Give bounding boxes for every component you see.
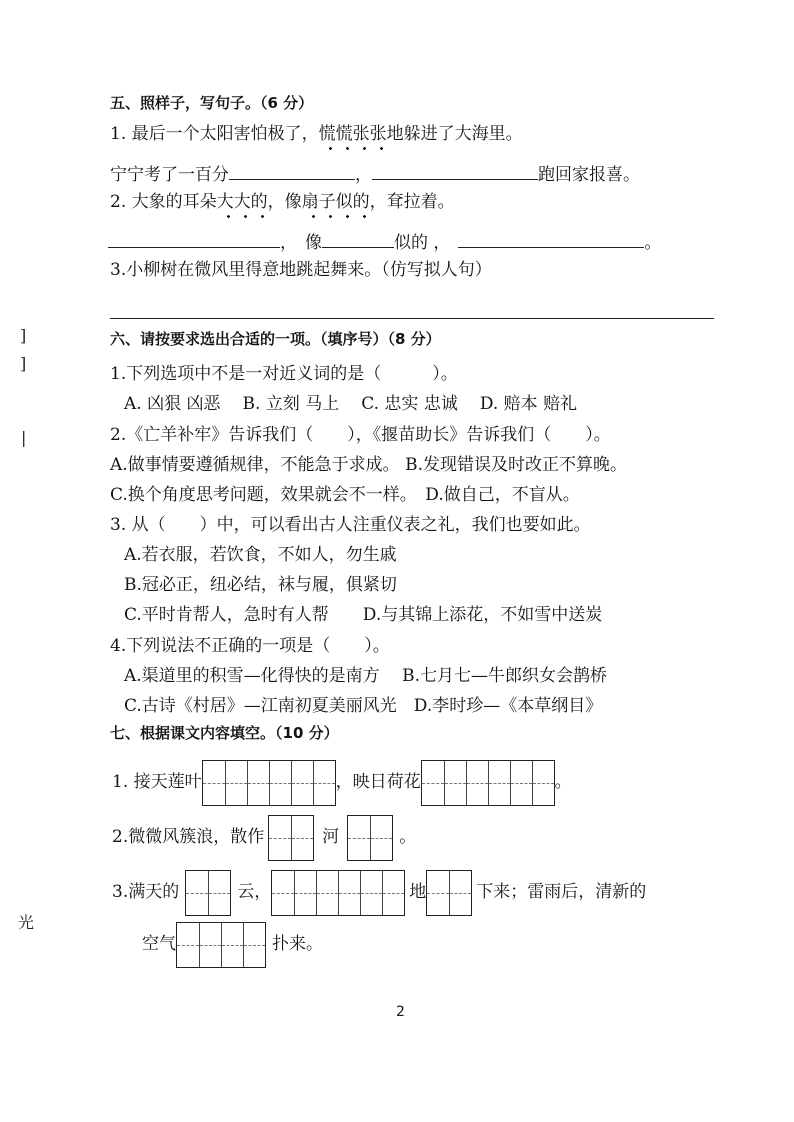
- section-5-q2: [110, 190, 455, 214]
- q1-option-c: C. 忠实 忠诚: [361, 394, 458, 414]
- s7-q3-yun: 云，: [237, 882, 272, 902]
- section-6-q4-options-cd: C.古诗《村居》—江南初夏美丽风光 D.李时珍—《本草纲目》: [124, 696, 603, 716]
- section-6-q3-option-a: A.若衣服，若饮食，不如人，勿生戚: [124, 545, 397, 565]
- q1-fill-end: 跑回家报喜。: [538, 165, 640, 185]
- section-6-q3-option-b: B.冠必正，纽必结，袜与履，俱紧切: [124, 575, 397, 595]
- section-6-q2: 2.《亡羊补牢》告诉我们（ ），《揠苗助长》告诉我们（ ）。: [110, 425, 611, 445]
- q2-fill-comma: ，: [280, 233, 297, 253]
- s7-q3b-end: 扑来。: [272, 934, 323, 954]
- section-6-q4: 4.下列说法不正确的一项是（ ）。: [110, 636, 390, 656]
- s7-q1-grid-2[interactable]: [421, 760, 555, 806]
- section-6-heading: 六、请按要求选出合适的一项。（填序号）（8 分）: [110, 330, 441, 348]
- section-7-q3: [112, 868, 646, 916]
- q1-dotted-word: 慌慌张张: [318, 124, 387, 144]
- margin-char: 光: [18, 913, 35, 932]
- s7-q2-grid-2[interactable]: [347, 815, 393, 861]
- q2-dotted-word-2: 扇子似的: [301, 192, 370, 212]
- q1-text-after: 地躲进了大海里。: [386, 124, 523, 144]
- s7-q3-grid-1[interactable]: [185, 870, 231, 916]
- q2-text-mid: ，像: [267, 192, 302, 212]
- q1-option-a: A. 凶狠 凶恶: [124, 394, 221, 414]
- section-6-q2-options-cd: C.换个角度思考问题，效果就会不一样。 D.做自己，不盲从。: [110, 485, 580, 505]
- s7-q1-grid-1[interactable]: [202, 760, 336, 806]
- q2-blank-1[interactable]: [108, 229, 280, 248]
- section-6-q2-options-ab: A.做事情要遵循规律，不能急于求成。 B.发现错误及时改正不算晚。: [110, 455, 627, 475]
- section-6-q1-options: [124, 392, 577, 416]
- q2-blank-2[interactable]: [322, 229, 394, 248]
- section-6-q4-options-ab: A.渠道里的积雪—化得快的是南方 B.七月七—牛郎织女会鹊桥: [124, 666, 607, 686]
- section-7-q2: [112, 813, 416, 861]
- s7-q2-start: 2.微微风簇浪，散作: [112, 827, 265, 847]
- q2-fill-sida: 似的 ，: [394, 233, 451, 253]
- section-5-q1-fill: [110, 161, 640, 187]
- section-5-heading: 五、照样子，写句子。（6 分）: [110, 94, 314, 112]
- section-6-q3: 3. 从（ ）中，可以看出古人注重仪表之礼，我们也要如此。: [110, 515, 591, 535]
- s7-q3-end: 下来；雷雨后，清新的: [476, 882, 647, 902]
- section-7-q3b: [142, 920, 323, 968]
- s7-q1-end: 。: [554, 772, 572, 792]
- q1-option-b: B. 立刻 马上: [242, 394, 340, 414]
- s7-q2-mid: 河: [322, 827, 340, 847]
- q2-fill-end: 。: [644, 233, 662, 253]
- q1-option-d: D. 赔本 赔礼: [479, 394, 578, 414]
- s7-q1-mid: ，映日荷花: [335, 772, 421, 792]
- s7-q3-grid-3[interactable]: [426, 870, 472, 916]
- section-6-q1: 1.下列选项中不是一对近义词的是（ ）。: [110, 364, 458, 384]
- q1-text-before: 1. 最后一个太阳害怕极了，: [110, 124, 319, 144]
- q2-text-before: 2. 大象的耳朵: [110, 192, 217, 212]
- s7-q3b-grid[interactable]: [176, 922, 266, 968]
- q1-fill-start: 宁宁考了一百分: [110, 165, 229, 185]
- section-6-q3-options-cd: C.平时肯帮人，急时有人帮 D.与其锦上添花，不如雪中送炭: [124, 605, 603, 625]
- margin-bracket-2: ]: [20, 354, 27, 373]
- s7-q3-grid-2[interactable]: [271, 870, 405, 916]
- section-5-q1: [110, 122, 523, 146]
- q3-answer-line[interactable]: [110, 318, 714, 319]
- s7-q1-start: 1. 接天莲叶: [112, 772, 202, 792]
- q1-fill-comma: ，: [355, 165, 372, 185]
- section-7-heading: 七、根据课文内容填空。（10 分）: [110, 724, 339, 742]
- s7-q2-end: 。: [399, 827, 417, 847]
- margin-bracket-1: ]: [20, 326, 27, 345]
- q1-blank-2[interactable]: [372, 161, 538, 180]
- s7-q3-di: 地: [409, 882, 427, 902]
- q1-blank-1[interactable]: [229, 161, 355, 180]
- q2-text-after: ，耷拉着。: [369, 192, 455, 212]
- section-7-q1: [112, 758, 572, 806]
- section-5-q2-fill: [108, 229, 661, 255]
- q2-dotted-word-1: 大大的: [216, 192, 268, 212]
- s7-q2-grid-1[interactable]: [268, 815, 314, 861]
- section-5-q3: 3.小柳树在微风里得意地跳起舞来。（仿写拟人句）: [110, 260, 492, 280]
- q2-fill-xiang: 像: [305, 233, 322, 253]
- s7-q3b-start: 空气: [142, 934, 176, 954]
- margin-bar: |: [21, 428, 27, 447]
- s7-q3-start: 3.满天的: [112, 882, 180, 902]
- q2-blank-3[interactable]: [458, 229, 644, 248]
- page-number: 2: [396, 1004, 405, 1020]
